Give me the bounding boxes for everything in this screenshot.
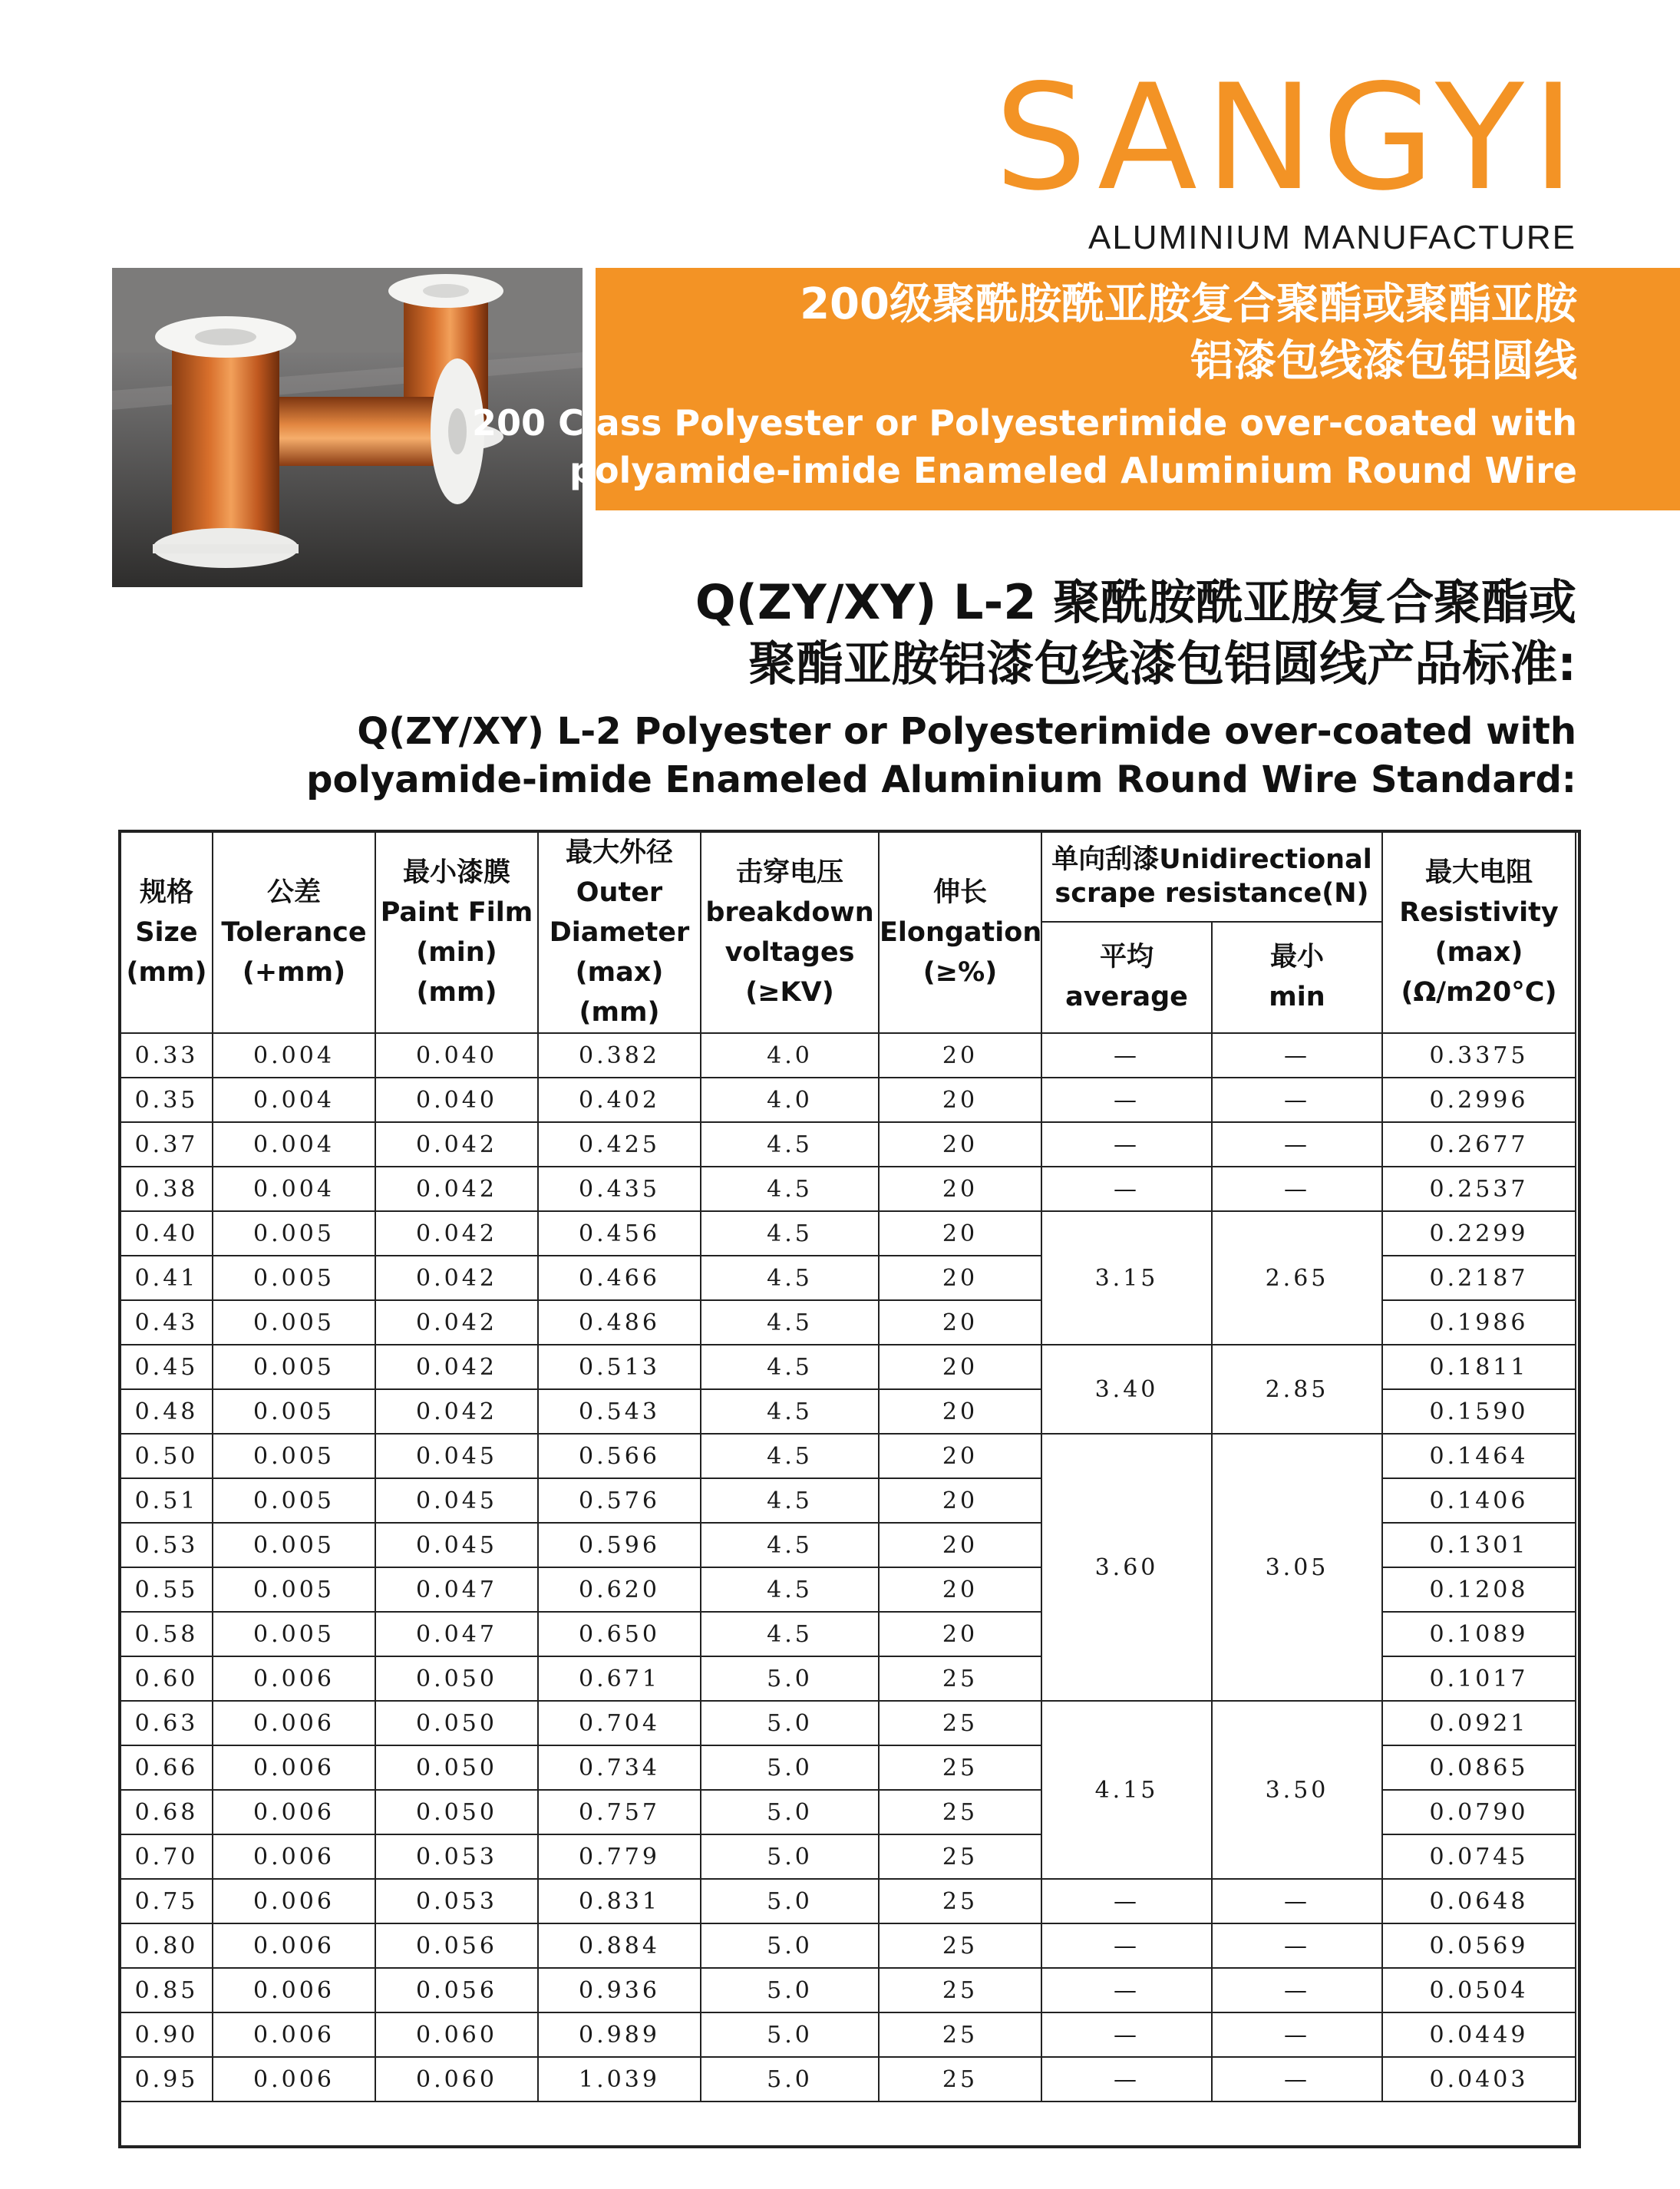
cell-outer-diameter: 0.936	[538, 1968, 701, 2012]
cell-breakdown: 5.0	[701, 1879, 879, 1923]
cell-elongation: 20	[879, 1122, 1041, 1167]
cell-breakdown: 4.5	[701, 1122, 879, 1167]
cell-scrape-min: —	[1212, 1968, 1382, 2012]
cell-elongation: 20	[879, 1567, 1041, 1612]
cell-breakdown: 4.5	[701, 1523, 879, 1567]
banner-title-en-line1: 200 Class Polyester or Polyesterimide over-coated with	[472, 402, 1577, 444]
cell-paint-film: 0.056	[375, 1923, 538, 1968]
cell-breakdown: 4.5	[701, 1256, 879, 1300]
cell-resistivity: 0.1811	[1382, 1345, 1576, 1389]
cell-size: 0.38	[120, 1167, 213, 1211]
cell-elongation: 20	[879, 1389, 1041, 1434]
cell-paint-film: 0.047	[375, 1612, 538, 1656]
cell-size: 0.51	[120, 1478, 213, 1523]
cell-size: 0.70	[120, 1834, 213, 1879]
cell-tolerance: 0.004	[213, 1033, 375, 1078]
cell-tolerance: 0.004	[213, 1167, 375, 1211]
cell-outer-diameter: 0.831	[538, 1879, 701, 1923]
cell-size: 0.55	[120, 1567, 213, 1612]
cell-size: 0.35	[120, 1078, 213, 1122]
cell-paint-film: 0.042	[375, 1345, 538, 1389]
cell-elongation: 25	[879, 1745, 1041, 1790]
table-row	[120, 1211, 1576, 1256]
cell-paint-film: 0.047	[375, 1567, 538, 1612]
cell-paint-film: 0.045	[375, 1478, 538, 1523]
cell-resistivity: 0.0790	[1382, 1790, 1576, 1834]
cell-outer-diameter: 1.039	[538, 2057, 701, 2102]
cell-tolerance: 0.004	[213, 1078, 375, 1122]
cell-outer-diameter: 0.596	[538, 1523, 701, 1567]
cell-size: 0.85	[120, 1968, 213, 2012]
cell-elongation: 25	[879, 1656, 1041, 1701]
cell-size: 0.48	[120, 1389, 213, 1434]
cell-breakdown: 4.5	[701, 1567, 879, 1612]
header-breakdown-voltage: 击穿电压 breakdown voltages (≥KV)	[701, 832, 879, 1033]
cell-tolerance: 0.004	[213, 1122, 375, 1167]
cell-resistivity: 0.1406	[1382, 1478, 1576, 1523]
cell-tolerance: 0.006	[213, 1879, 375, 1923]
cell-resistivity: 0.0504	[1382, 1968, 1576, 2012]
cell-tolerance: 0.006	[213, 1968, 375, 2012]
brand-name: SANGYI	[994, 53, 1583, 223]
cell-outer-diameter: 0.757	[538, 1790, 701, 1834]
cell-tolerance: 0.005	[213, 1345, 375, 1389]
cell-elongation: 25	[879, 1923, 1041, 1968]
cell-tolerance: 0.005	[213, 1300, 375, 1345]
cell-size: 0.95	[120, 2057, 213, 2102]
cell-scrape-min: —	[1212, 1033, 1382, 1078]
cell-scrape-min: —	[1212, 1879, 1382, 1923]
cell-outer-diameter: 0.671	[538, 1656, 701, 1701]
cell-elongation: 25	[879, 2012, 1041, 2057]
cell-breakdown: 5.0	[701, 1790, 879, 1834]
cell-scrape-min: —	[1212, 1122, 1382, 1167]
brand-logo	[994, 53, 1583, 257]
cell-size: 0.37	[120, 1122, 213, 1167]
header-resistivity: 最大电阻 Resistivity (max) (Ω/m20°C)	[1382, 832, 1576, 1033]
cell-scrape-min: —	[1212, 1923, 1382, 1968]
header-elongation: 伸长 Elongation (≥%)	[879, 832, 1041, 1033]
header-tolerance: 公差 Tolerance (+mm)	[213, 832, 375, 1033]
cell-paint-film: 0.053	[375, 1879, 538, 1923]
banner-title-zh-line2: 铝漆包线漆包铝圆线	[1190, 336, 1577, 386]
cell-elongation: 25	[879, 2057, 1041, 2102]
cell-tolerance: 0.006	[213, 2012, 375, 2057]
header-paint-film: 最小漆膜 Paint Film (min)(mm)	[375, 832, 538, 1033]
cell-elongation: 20	[879, 1523, 1041, 1567]
cell-size: 0.58	[120, 1612, 213, 1656]
cell-size: 0.40	[120, 1211, 213, 1256]
cell-scrape-average: —	[1041, 1122, 1212, 1167]
cell-scrape-average: —	[1041, 1167, 1212, 1211]
header-scrape-resistance: 单向刮漆Unidirectional scrape resistance(N)	[1041, 832, 1382, 922]
cell-tolerance: 0.006	[213, 1790, 375, 1834]
cell-outer-diameter: 0.704	[538, 1701, 701, 1745]
cell-tolerance: 0.006	[213, 1745, 375, 1790]
cell-outer-diameter: 0.650	[538, 1612, 701, 1656]
cell-breakdown: 4.5	[701, 1300, 879, 1345]
table-row	[120, 1434, 1576, 1478]
cell-paint-film: 0.050	[375, 1745, 538, 1790]
cell-paint-film: 0.050	[375, 1656, 538, 1701]
cell-paint-film: 0.060	[375, 2012, 538, 2057]
cell-size: 0.90	[120, 2012, 213, 2057]
cell-resistivity: 0.1590	[1382, 1389, 1576, 1434]
standard-title-zh-line1: Q(ZY/XY) L-2 聚酰胺酰亚胺复合聚酯或	[695, 574, 1576, 630]
cell-scrape-min: 3.50	[1212, 1701, 1382, 1879]
cell-outer-diameter: 0.382	[538, 1033, 701, 1078]
cell-breakdown: 5.0	[701, 1968, 879, 2012]
cell-breakdown: 5.0	[701, 2012, 879, 2057]
cell-breakdown: 5.0	[701, 1834, 879, 1879]
cell-elongation: 20	[879, 1078, 1041, 1122]
cell-scrape-min: 2.65	[1212, 1211, 1382, 1345]
cell-scrape-average: —	[1041, 1968, 1212, 2012]
cell-scrape-min: 3.05	[1212, 1434, 1382, 1701]
cell-breakdown: 4.5	[701, 1211, 879, 1256]
cell-resistivity: 0.0745	[1382, 1834, 1576, 1879]
cell-elongation: 20	[879, 1211, 1041, 1256]
cell-scrape-average: 4.15	[1041, 1701, 1212, 1879]
table-row	[120, 1122, 1576, 1167]
cell-resistivity: 0.3375	[1382, 1033, 1576, 1078]
header-outer-diameter: 最大外径 Outer Diameter (max)(mm)	[538, 832, 701, 1033]
cell-scrape-average: —	[1041, 1033, 1212, 1078]
cell-resistivity: 0.0648	[1382, 1879, 1576, 1923]
table-row	[120, 1033, 1576, 1078]
table-row	[120, 2012, 1576, 2057]
cell-elongation: 25	[879, 1879, 1041, 1923]
cell-outer-diameter: 0.566	[538, 1434, 701, 1478]
cell-breakdown: 5.0	[701, 1745, 879, 1790]
table-row	[120, 1879, 1576, 1923]
cell-scrape-min: —	[1212, 1167, 1382, 1211]
header-scrape-average: 平均 average	[1041, 922, 1212, 1033]
cell-size: 0.33	[120, 1033, 213, 1078]
cell-breakdown: 4.0	[701, 1033, 879, 1078]
header-size: 规格 Size (mm)	[120, 832, 213, 1033]
cell-paint-film: 0.042	[375, 1389, 538, 1434]
cell-tolerance: 0.005	[213, 1389, 375, 1434]
cell-scrape-average: —	[1041, 2012, 1212, 2057]
cell-size: 0.66	[120, 1745, 213, 1790]
cell-paint-film: 0.042	[375, 1167, 538, 1211]
cell-outer-diameter: 0.456	[538, 1211, 701, 1256]
cell-elongation: 20	[879, 1033, 1041, 1078]
cell-scrape-average: —	[1041, 1078, 1212, 1122]
cell-resistivity: 0.2677	[1382, 1122, 1576, 1167]
cell-size: 0.80	[120, 1923, 213, 1968]
cell-outer-diameter: 0.486	[538, 1300, 701, 1345]
cell-outer-diameter: 0.576	[538, 1478, 701, 1523]
cell-paint-film: 0.045	[375, 1523, 538, 1567]
cell-tolerance: 0.006	[213, 1656, 375, 1701]
cell-resistivity: 0.2299	[1382, 1211, 1576, 1256]
cell-size: 0.75	[120, 1879, 213, 1923]
cell-tolerance: 0.006	[213, 1834, 375, 1879]
cell-tolerance: 0.005	[213, 1211, 375, 1256]
cell-paint-film: 0.042	[375, 1211, 538, 1256]
cell-size: 0.41	[120, 1256, 213, 1300]
cell-tolerance: 0.005	[213, 1523, 375, 1567]
cell-resistivity: 0.0403	[1382, 2057, 1576, 2102]
cell-resistivity: 0.0569	[1382, 1923, 1576, 1968]
table-row	[120, 1167, 1576, 1211]
cell-resistivity: 0.1089	[1382, 1612, 1576, 1656]
cell-outer-diameter: 0.425	[538, 1122, 701, 1167]
cell-scrape-min: —	[1212, 1078, 1382, 1122]
cell-scrape-average: 3.60	[1041, 1434, 1212, 1701]
cell-paint-film: 0.060	[375, 2057, 538, 2102]
cell-paint-film: 0.042	[375, 1300, 538, 1345]
table-row	[120, 1345, 1576, 1389]
cell-scrape-average: 3.15	[1041, 1211, 1212, 1345]
cell-breakdown: 4.5	[701, 1345, 879, 1389]
cell-breakdown: 4.5	[701, 1612, 879, 1656]
banner-title-zh-line1: 200级聚酰胺酰亚胺复合聚酯或聚酯亚胺	[800, 279, 1577, 329]
cell-breakdown: 5.0	[701, 1656, 879, 1701]
table-row	[120, 1078, 1576, 1122]
standard-title-zh-line2: 聚酯亚胺铝漆包线漆包铝圆线产品标准:	[748, 636, 1576, 692]
cell-scrape-average: 3.40	[1041, 1345, 1212, 1434]
cell-paint-film: 0.040	[375, 1033, 538, 1078]
table-row	[120, 1968, 1576, 2012]
cell-breakdown: 5.0	[701, 1923, 879, 1968]
cell-resistivity: 0.1208	[1382, 1567, 1576, 1612]
cell-scrape-average: —	[1041, 2057, 1212, 2102]
banner-title-en-line2: polyamide-imide Enameled Aluminium Round Wire	[569, 450, 1577, 491]
cell-elongation: 25	[879, 1790, 1041, 1834]
cell-elongation: 20	[879, 1167, 1041, 1211]
table-body	[120, 1033, 1576, 2102]
cell-tolerance: 0.005	[213, 1256, 375, 1300]
cell-elongation: 20	[879, 1478, 1041, 1523]
cell-resistivity: 0.2187	[1382, 1256, 1576, 1300]
cell-breakdown: 4.5	[701, 1434, 879, 1478]
table-row	[120, 1701, 1576, 1745]
cell-outer-diameter: 0.884	[538, 1923, 701, 1968]
cell-resistivity: 0.1301	[1382, 1523, 1576, 1567]
specification-table	[120, 831, 1576, 2102]
cell-tolerance: 0.005	[213, 1567, 375, 1612]
cell-elongation: 25	[879, 1701, 1041, 1745]
cell-tolerance: 0.005	[213, 1478, 375, 1523]
cell-elongation: 20	[879, 1256, 1041, 1300]
cell-scrape-min: —	[1212, 2012, 1382, 2057]
cell-scrape-min: 2.85	[1212, 1345, 1382, 1434]
cell-paint-film: 0.040	[375, 1078, 538, 1122]
cell-tolerance: 0.006	[213, 1701, 375, 1745]
cell-size: 0.45	[120, 1345, 213, 1389]
cell-paint-film: 0.045	[375, 1434, 538, 1478]
product-title-banner	[472, 268, 1680, 510]
cell-elongation: 25	[879, 1968, 1041, 2012]
cell-resistivity: 0.1464	[1382, 1434, 1576, 1478]
standard-title-en-line1: Q(ZY/XY) L-2 Polyester or Polyesterimide over-coated with	[357, 710, 1576, 753]
cell-size: 0.53	[120, 1523, 213, 1567]
header-scrape-min: 最小 min	[1212, 922, 1382, 1033]
table-row	[120, 1923, 1576, 1968]
cell-breakdown: 4.0	[701, 1078, 879, 1122]
cell-paint-film: 0.050	[375, 1701, 538, 1745]
cell-size: 0.68	[120, 1790, 213, 1834]
cell-elongation: 25	[879, 1834, 1041, 1879]
cell-breakdown: 4.5	[701, 1167, 879, 1211]
cell-elongation: 20	[879, 1300, 1041, 1345]
cell-breakdown: 4.5	[701, 1478, 879, 1523]
cell-size: 0.63	[120, 1701, 213, 1745]
cell-outer-diameter: 0.620	[538, 1567, 701, 1612]
cell-breakdown: 5.0	[701, 1701, 879, 1745]
cell-tolerance: 0.005	[213, 1612, 375, 1656]
cell-paint-film: 0.042	[375, 1122, 538, 1167]
cell-size: 0.50	[120, 1434, 213, 1478]
cell-paint-film: 0.056	[375, 1968, 538, 2012]
cell-outer-diameter: 0.466	[538, 1256, 701, 1300]
cell-breakdown: 5.0	[701, 2057, 879, 2102]
cell-outer-diameter: 0.779	[538, 1834, 701, 1879]
cell-outer-diameter: 0.989	[538, 2012, 701, 2057]
cell-resistivity: 0.0921	[1382, 1701, 1576, 1745]
standard-title-en-line2: polyamide-imide Enameled Aluminium Round Wire Standard:	[306, 758, 1576, 801]
cell-outer-diameter: 0.513	[538, 1345, 701, 1389]
cell-paint-film: 0.042	[375, 1256, 538, 1300]
cell-size: 0.43	[120, 1300, 213, 1345]
cell-resistivity: 0.2996	[1382, 1078, 1576, 1122]
cell-scrape-average: —	[1041, 1879, 1212, 1923]
cell-resistivity: 0.1017	[1382, 1656, 1576, 1701]
cell-outer-diameter: 0.543	[538, 1389, 701, 1434]
cell-size: 0.60	[120, 1656, 213, 1701]
cell-scrape-min: —	[1212, 2057, 1382, 2102]
cell-elongation: 20	[879, 1434, 1041, 1478]
cell-outer-diameter: 0.435	[538, 1167, 701, 1211]
cell-resistivity: 0.0865	[1382, 1745, 1576, 1790]
cell-paint-film: 0.053	[375, 1834, 538, 1879]
cell-resistivity: 0.1986	[1382, 1300, 1576, 1345]
cell-tolerance: 0.005	[213, 1434, 375, 1478]
cell-breakdown: 4.5	[701, 1389, 879, 1434]
cell-elongation: 20	[879, 1345, 1041, 1389]
cell-resistivity: 0.0449	[1382, 2012, 1576, 2057]
cell-tolerance: 0.006	[213, 1923, 375, 1968]
cell-elongation: 20	[879, 1612, 1041, 1656]
table-row	[120, 2057, 1576, 2102]
cell-tolerance: 0.006	[213, 2057, 375, 2102]
cell-outer-diameter: 0.402	[538, 1078, 701, 1122]
cell-outer-diameter: 0.734	[538, 1745, 701, 1790]
cell-scrape-average: —	[1041, 1923, 1212, 1968]
cell-paint-film: 0.050	[375, 1790, 538, 1834]
cell-resistivity: 0.2537	[1382, 1167, 1576, 1211]
brand-subtitle: ALUMINIUM MANUFACTURE	[1088, 219, 1576, 256]
